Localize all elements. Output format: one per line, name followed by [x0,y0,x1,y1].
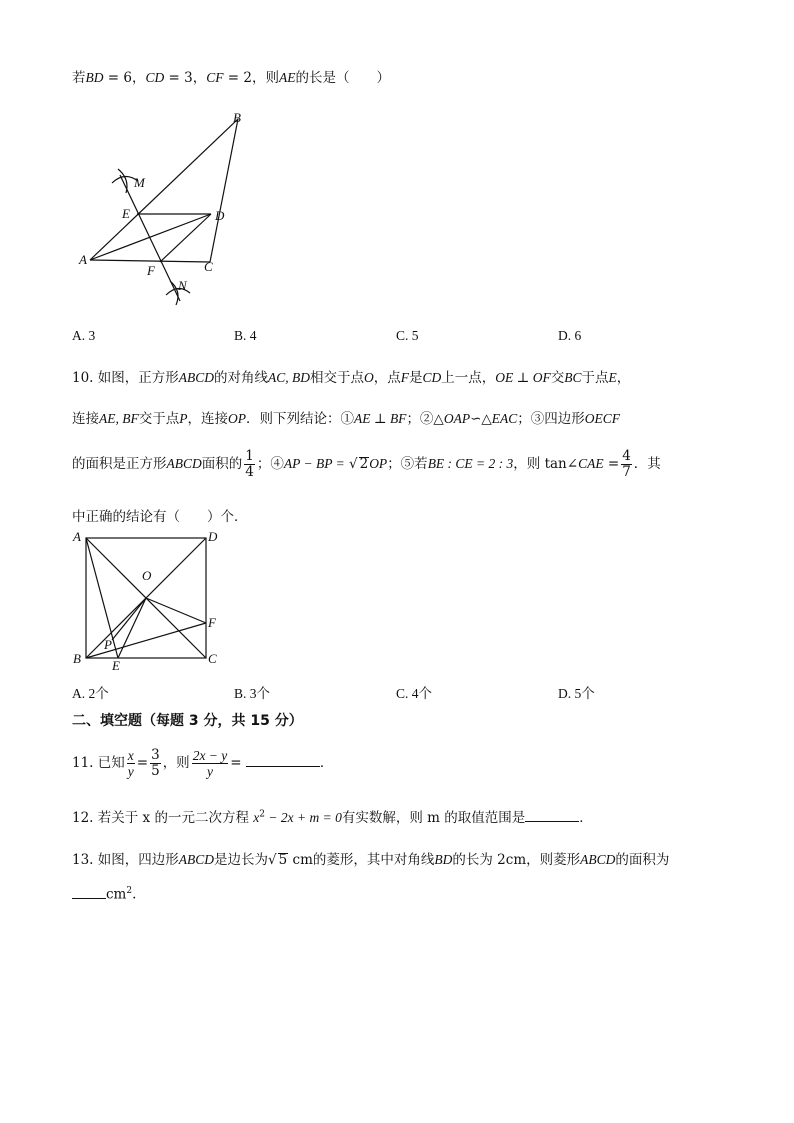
fig9-label-B: B [233,110,241,125]
q11-num: 11. [72,755,94,771]
q10-eac: EAC [491,411,518,426]
q13-unit: cm [288,852,313,868]
q13-answer-blank[interactable] [72,897,106,899]
q11-frac-35 [150,748,161,779]
fig10-label-F: F [208,615,216,630]
fig10-label-B: B [73,651,81,666]
q13-text1: 13. 如图，四边形 [72,852,179,868]
q10-tan-num: 4 [622,448,631,464]
q9-bd-val: = 6， [103,70,146,86]
q10-acbd: AC, BD [268,370,311,385]
q10-p: P [179,411,188,426]
q9-prefix: 若 [72,70,86,86]
q10-l4: 中正确的结论有（ ）个． [72,509,248,525]
q10-abcd: ABCD [178,370,215,385]
q10-l3-f: ．其 [633,456,661,472]
q11-given: 已知 [97,755,125,771]
q10-f: F [400,370,410,385]
q10-l1-g: 交 [550,370,565,386]
q12-end: ． [579,810,593,826]
fig9-label-C: C [204,259,213,274]
q10-line4 [72,505,248,525]
q10-sim: ∽ [470,411,482,427]
q9-condition-line [72,66,390,86]
q10-oecf: OECF [584,411,621,426]
q13-text3: 的菱形，其中对角线 [312,852,435,868]
q11-end: ． [319,755,334,771]
q10-line1 [72,366,630,386]
q9-cd: CD [145,70,165,85]
q10-frac-den: 4 [245,464,254,480]
q11-answer-blank[interactable] [246,765,320,767]
q10-sqrt: √ 2 [348,456,369,472]
q13-abcd2: ABCD [580,852,616,867]
q10-sqrt-val: 2 [359,456,369,472]
q11-eq: = [136,755,149,771]
q11-eq2: = [230,755,242,771]
q10-cae: CAE [578,456,604,471]
q11-den2: y [206,764,213,779]
q10-l2-d: ．则下列结论：① [246,411,354,427]
fig9-label-F: F [147,263,155,278]
q9-option-d[interactable]: D. 6 [558,328,582,343]
fig9-label-M: M [134,175,145,190]
q13-sqrt: √ 5 [268,852,288,868]
q9-option-c[interactable]: C. 5 [396,328,419,343]
q13-line2 [72,886,136,903]
q10-option-c[interactable]: C. 4个 [396,686,433,701]
q10-bc: BC [564,370,582,385]
q13-unit2: cm [106,886,127,903]
q10-l3-b: 面积的 [201,456,243,472]
q11-3: 3 [151,747,160,763]
q13-text2: 是边长为 [214,852,269,868]
q10-l1-c: 相交于点 [310,370,365,386]
q10-option-b[interactable]: B. 3个 [234,686,271,701]
q10-l1-b: 的对角线 [214,370,269,386]
fig10-label-E: E [112,658,120,673]
q9-option-a[interactable]: A. 3 [72,328,96,343]
q9-option-b[interactable]: B. 4 [234,328,257,343]
q9-tail: 的长是（ ） [295,70,390,86]
q10-line2 [72,407,620,427]
q13-bd: BD [434,852,453,867]
q10-l3-e: ，则 tan∠ [513,456,579,472]
q10-ratio: BE : CE = 2 : 3 [427,456,514,471]
section-title-fill-in: 二、填空题（每题 3 分，共 15 分） [72,713,303,729]
q11-frac-xy [127,748,135,779]
q10-l1-d: ，点 [373,370,401,386]
q12-text2: 有实数解，则 m 的取值范围是 [341,810,526,826]
q13-line1 [72,848,669,868]
q10-l3-c: ；④ [256,456,284,472]
fig10-label-A: A [73,529,81,544]
q12-text1: 12. 若关于 x 的一元二次方程 [72,810,249,826]
q10-c4b: OP [369,456,388,471]
q9-ae: AE [278,70,296,85]
q9-bd: BD [85,70,104,85]
q10-aebf: AE, BF [99,411,139,426]
q13-sqrt-val: 5 [278,852,288,868]
fig10-label-P: P [104,637,112,652]
q10-l2-f: ；③四边形 [517,411,585,427]
q10-l1-a: 10. 如图，正方形 [72,370,179,386]
q13-text4: 的长为 2cm，则菱形 [452,852,581,868]
q10-l1-h: 于点 [581,370,609,386]
q10-op: OP [228,411,246,426]
q10-l2-e: ；②△ [406,411,444,427]
q10-cd: CD [422,370,442,385]
q13-end: . [132,886,137,903]
q10-l1-e: 是 [409,370,423,386]
q12-line [72,806,593,826]
q10-line3 [72,449,661,480]
fig10-label-O: O [142,568,152,583]
q9-figure [70,105,270,310]
q10-option-d[interactable]: D. 5个 [558,686,595,701]
q10-l1-i: ， [616,370,631,386]
q10-e: E [608,370,617,385]
q11-frac-expr [192,748,229,779]
q12-eqn2: − 2x + m = 0 [265,810,342,825]
fig10-label-C: C [208,651,217,666]
q12-answer-blank[interactable] [525,820,579,822]
q10-l3-a: 的面积是正方形 [72,456,167,472]
q10-abcd2: ABCD [166,456,202,471]
q13-text5: 的面积为 [615,852,670,868]
q10-eq: = [603,456,620,472]
q10-c4a: AP − BP = [283,456,345,471]
q12-eqn: x [253,810,260,825]
q10-l2-b: 交于点 [138,411,180,427]
q10-tan-den: 7 [622,464,631,480]
q9-cd-val: = 3， [164,70,207,86]
q10-oe-of: OE ⊥ OF [495,370,551,385]
fig9-label-N: N [178,278,187,293]
q10-c1: AE ⊥ BF [354,411,407,426]
q10-oap: OAP [443,411,471,426]
q10-frac-num: 1 [245,448,254,464]
q10-frac-quarter [244,449,255,480]
q10-tri2: △ [481,411,492,427]
q10-l1-f: 上一点， [441,370,496,386]
q11-then: ，则 [162,755,190,771]
fig9-label-E: E [122,206,130,221]
q10-figure [70,528,230,673]
fig9-label-A: A [79,252,87,267]
q11-y: y [127,764,134,779]
q9-cf: CF [206,70,224,85]
q10-frac-tan [621,449,632,480]
q11-line [72,748,333,779]
q11-num2: 2x − y [192,748,228,763]
q11-x: x [127,748,134,763]
fig9-label-D: D [215,208,225,223]
q11-5: 5 [151,763,160,779]
q13-abcd: ABCD [178,852,215,867]
q10-o: O [364,370,374,385]
q12-sup: 2 [259,809,265,820]
q10-option-a[interactable]: A. 2个 [72,686,109,701]
q13-sup: 2 [126,886,133,896]
fig10-label-D: D [208,529,218,544]
q10-l2-c: ，连接 [187,411,228,427]
q10-l3-d: ；⑤若 [387,456,428,472]
q9-cf-val: = 2，则 [223,70,279,86]
q10-l2-a: 连接 [72,411,99,427]
